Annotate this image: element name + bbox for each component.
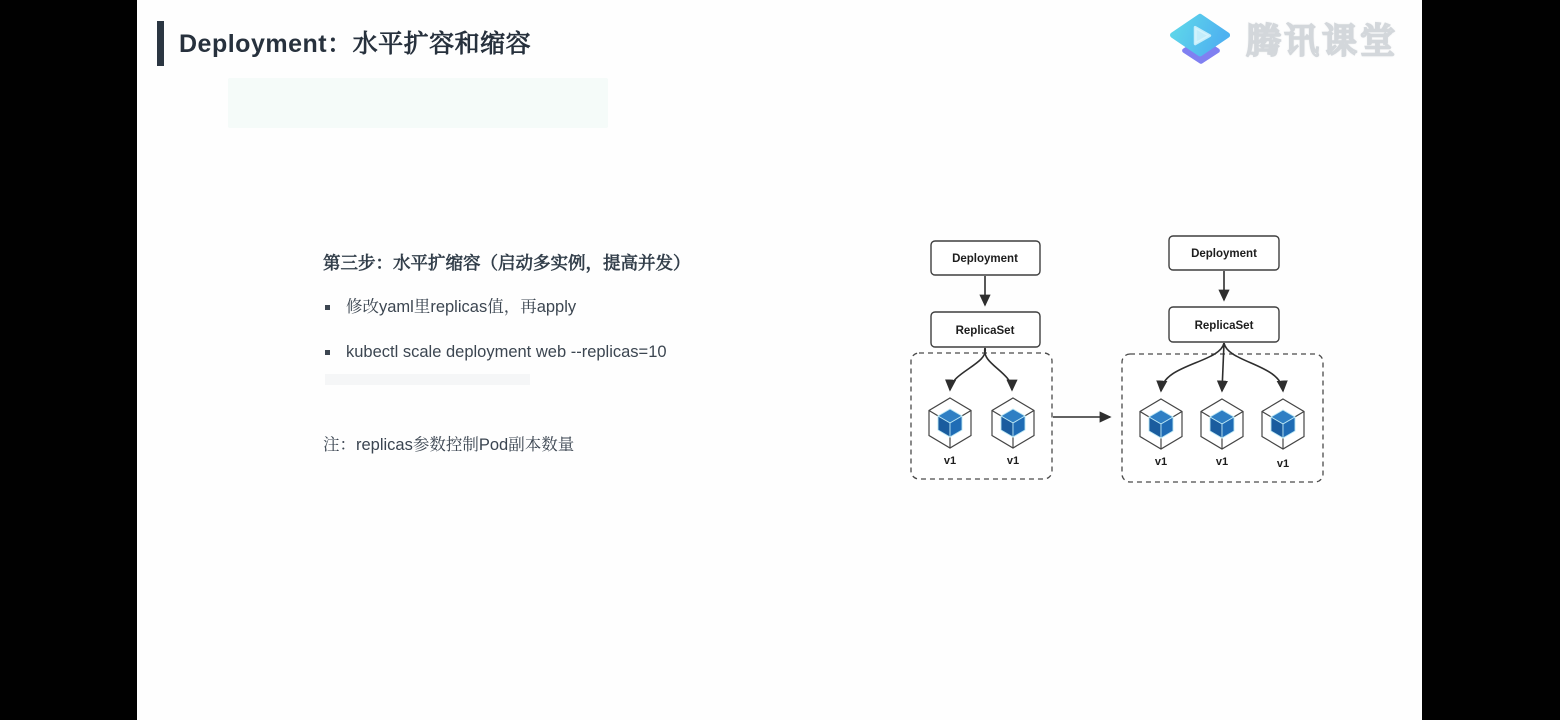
bullet-dot-icon [325,305,330,310]
ghost-highlight [228,78,608,128]
before-deployment-label: Deployment [952,253,1018,265]
pod-version-label: v1 [1154,456,1168,468]
slide-title: Deployment：水平扩容和缩容 [179,30,532,58]
tencent-classroom-logo-icon [1168,8,1234,70]
watermark-brand-text: 腾讯课堂 [1246,22,1399,61]
after-deployment-label: Deployment [1191,248,1257,260]
pod-version-label: v1 [943,455,957,467]
bullet-text: 修改yaml里replicas值，再apply [346,298,577,316]
bullet-text: kubectl scale deployment web --replicas=10 [346,343,667,361]
bullet-item [325,297,576,318]
before-pods-group-box [911,353,1052,479]
title-accent-bar [157,21,164,66]
ghost-smear [325,374,530,385]
watermark [1168,8,1398,70]
bullet-dot-icon [325,350,330,355]
step-heading: 第三步：水平扩缩容（启动多实例，提高并发） [323,253,691,273]
bullet-item [325,342,667,363]
pod-version-label: v1 [1276,458,1290,470]
after-replicaset-label: ReplicaSet [1194,320,1254,332]
pod-version-label: v1 [1006,455,1020,467]
letterbox-left [0,0,137,720]
note-text: 注：replicas参数控制Pod副本数量 [323,436,575,454]
letterbox-right [1422,0,1560,720]
before-replicaset-label: ReplicaSet [955,325,1015,337]
pod-version-label: v1 [1215,456,1229,468]
k8s-scaling-diagram [880,220,1350,510]
